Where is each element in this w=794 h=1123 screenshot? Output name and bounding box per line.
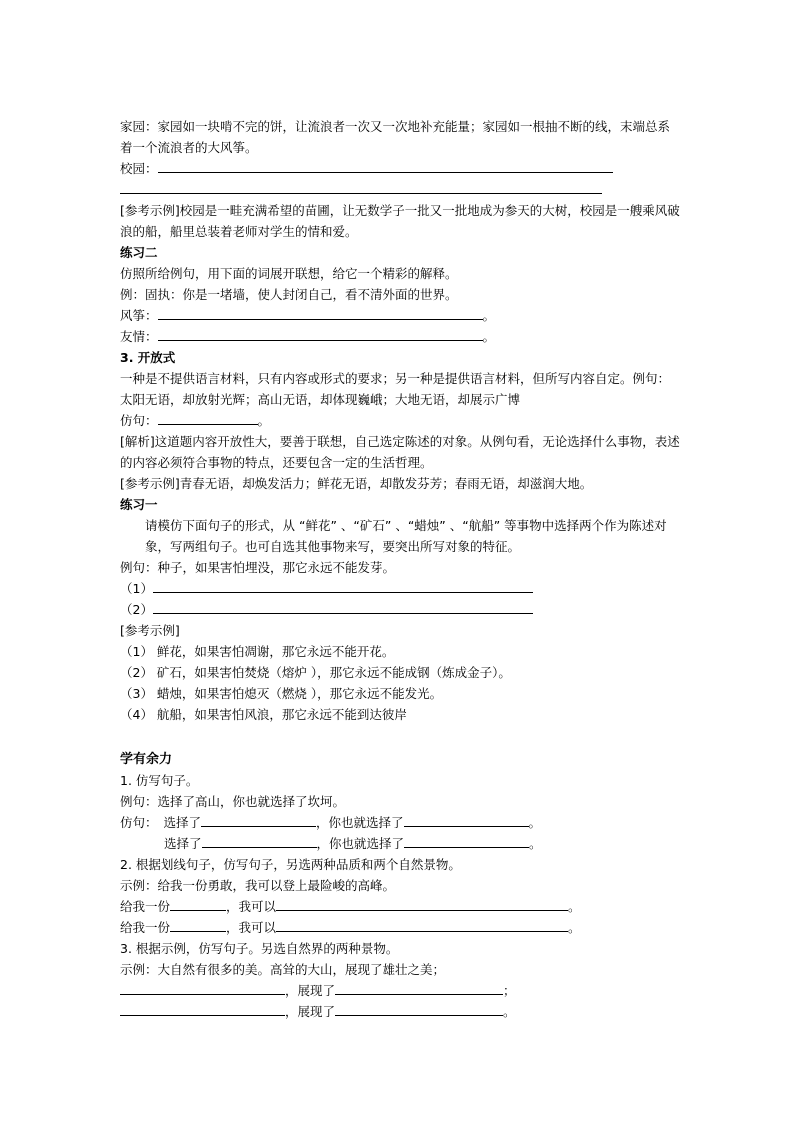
answer-blank[interactable] [158, 158, 613, 173]
practice2-example: 例：固执：你是一堵墙，使人封闭自己，看不清外面的世界。 [120, 287, 458, 302]
practice1-example: 例句：种子，如果害怕埋没，那它永远不能发芽。 [120, 560, 396, 575]
period: 。 [503, 1004, 516, 1019]
answer-blank[interactable] [404, 833, 529, 848]
answer-blank[interactable] [153, 578, 533, 593]
q2-part2: ，我可以 [226, 899, 277, 914]
practice2-instruction: 仿照所给例句，用下面的词展开联想，给它一个精彩的解释。 [120, 266, 458, 281]
q2-part1: 给我一份 [120, 899, 171, 914]
period: 。 [528, 815, 542, 830]
answer-blank[interactable] [120, 179, 602, 194]
answer-blank[interactable] [158, 326, 483, 341]
answer-blank[interactable] [158, 410, 258, 425]
xiaoyuan-example: [参考示例]校园是一畦充满希望的苗圃，让无数学子一批又一批地成为参天的大树，校园是一艘乘风破浪的船，船里总装着老师对学生的情和爱。 [120, 203, 680, 239]
xiaoyuan-line [120, 158, 680, 179]
section3-example: [参考示例]青春无语，却焕发活力；鲜花无语，却散发芬芳；春雨无语，却滋润大地。 [120, 476, 593, 491]
item-label: 友情： [120, 329, 158, 344]
answer-blank[interactable] [335, 1001, 503, 1016]
extra-title: 学有余力 [120, 752, 173, 767]
q1-line [120, 812, 680, 833]
q1-line [120, 833, 680, 854]
period: 。 [529, 836, 542, 851]
answer-blank[interactable] [170, 896, 226, 911]
practice1-title: 练习一 [120, 497, 158, 512]
period: 。 [568, 920, 581, 935]
practice1-ref: （2） 矿石，如果害怕焚烧（熔炉 ），那它永远不能成钢（炼成金子）。 [120, 665, 511, 680]
period: 。 [482, 329, 496, 344]
period: 。 [257, 413, 271, 428]
period: 。 [568, 899, 581, 914]
practice1-ref-title: [参考示例] [120, 623, 180, 638]
practice1-ref: （4） 航船，如果害怕风浪，那它永远不能到达彼岸 [120, 707, 407, 722]
fangju-label: 仿句： [120, 413, 158, 428]
practice1-blank-line [120, 599, 680, 620]
answer-blank[interactable] [202, 833, 317, 848]
practice1-ref: （3） 蜡烛，如果害怕熄灭（燃烧 ），那它永远不能发光。 [120, 686, 443, 701]
q2-line [120, 896, 680, 917]
xiaoyuan-line-2 [120, 179, 680, 200]
q1-label: 仿句： [120, 815, 158, 830]
blank-number: （1） [120, 581, 153, 596]
fangju-line [120, 410, 680, 431]
q1-part2: ，你也就选择了 [316, 815, 404, 830]
practice2-item [120, 326, 680, 347]
q1-part1: 选择了 [163, 815, 202, 830]
q3-part1: ，展现了 [285, 983, 336, 998]
q3-line [120, 980, 680, 1001]
practice1-ref: （1） 鲜花，如果害怕凋谢，那它永远不能开花。 [120, 644, 395, 659]
answer-blank[interactable] [276, 896, 568, 911]
answer-blank[interactable] [404, 812, 529, 827]
section3-analysis: [解析]这道题内容开放性大，要善于联想，自己选定陈述的对象。从例句看，无论选择什么事物，表述的内容必须符合事物的特点，还要包含一定的生活哲理。 [120, 434, 680, 470]
section3-desc: 一种是不提供语言材料，只有内容或形式的要求；另一种是提供语言材料，但所写内容自定。例句：太阳无语，却放射光辉；高山无语，却体现巍峨；大地无语，却展示广博 [120, 371, 671, 407]
q2-example: 示例：给我一份勇敢，我可以登上最险峻的高峰。 [120, 878, 396, 893]
q2-part1: 给我一份 [120, 920, 171, 935]
practice2-title: 练习二 [120, 245, 158, 260]
answer-blank[interactable] [120, 980, 285, 995]
answer-blank[interactable] [335, 980, 503, 995]
q3-part1: ，展现了 [285, 1004, 336, 1019]
q1-part1: 选择了 [164, 836, 202, 851]
q1-title: 1. 仿写句子。 [120, 773, 199, 788]
q1-part2: ，你也就选择了 [316, 836, 405, 851]
q2-line [120, 917, 680, 938]
answer-blank[interactable] [120, 1001, 285, 1016]
answer-blank[interactable] [276, 917, 568, 932]
q2-part2: ，我可以 [226, 920, 277, 935]
section3-title: 3. 开放式 [120, 350, 176, 365]
jiayuan-paragraph: 家园：家园如一块啃不完的饼，让流浪者一次又一次地补充能量；家园如一根抽不断的线，末端总系着一个流浪者的大风筝。 [120, 119, 671, 155]
xiaoyuan-label: 校园： [120, 161, 158, 176]
q3-line [120, 1001, 680, 1022]
practice1-instruction: 请模仿下面句子的形式，从 “鲜花” 、“矿石” 、“蜡烛” 、“航船” 等事物中选择两个作为陈述对象，写两组句子。也可自选其他事物来写，要突出所写对象的特征。 [145, 518, 667, 554]
period: 。 [482, 308, 496, 323]
q2-title: 2. 根据划线句子，仿写句子，另选两种品质和两个自然景物。 [120, 857, 461, 872]
practice1-blank-line [120, 578, 680, 599]
answer-blank[interactable] [170, 917, 226, 932]
q3-example: 示例：大自然有很多的美。高耸的大山，展现了雄壮之美； [120, 962, 446, 977]
semicolon: ； [503, 983, 516, 998]
answer-blank[interactable] [201, 812, 316, 827]
answer-blank[interactable] [153, 599, 533, 614]
q3-title: 3. 根据示例，仿写句子。另选自然界的两种景物。 [120, 941, 399, 956]
blank-number: （2） [120, 602, 153, 617]
document-page [120, 116, 680, 1022]
q1-example: 例句：选择了高山，你也就选择了坎坷。 [120, 794, 346, 809]
answer-blank[interactable] [158, 305, 483, 320]
practice2-item [120, 305, 680, 326]
item-label: 风筝： [120, 308, 158, 323]
